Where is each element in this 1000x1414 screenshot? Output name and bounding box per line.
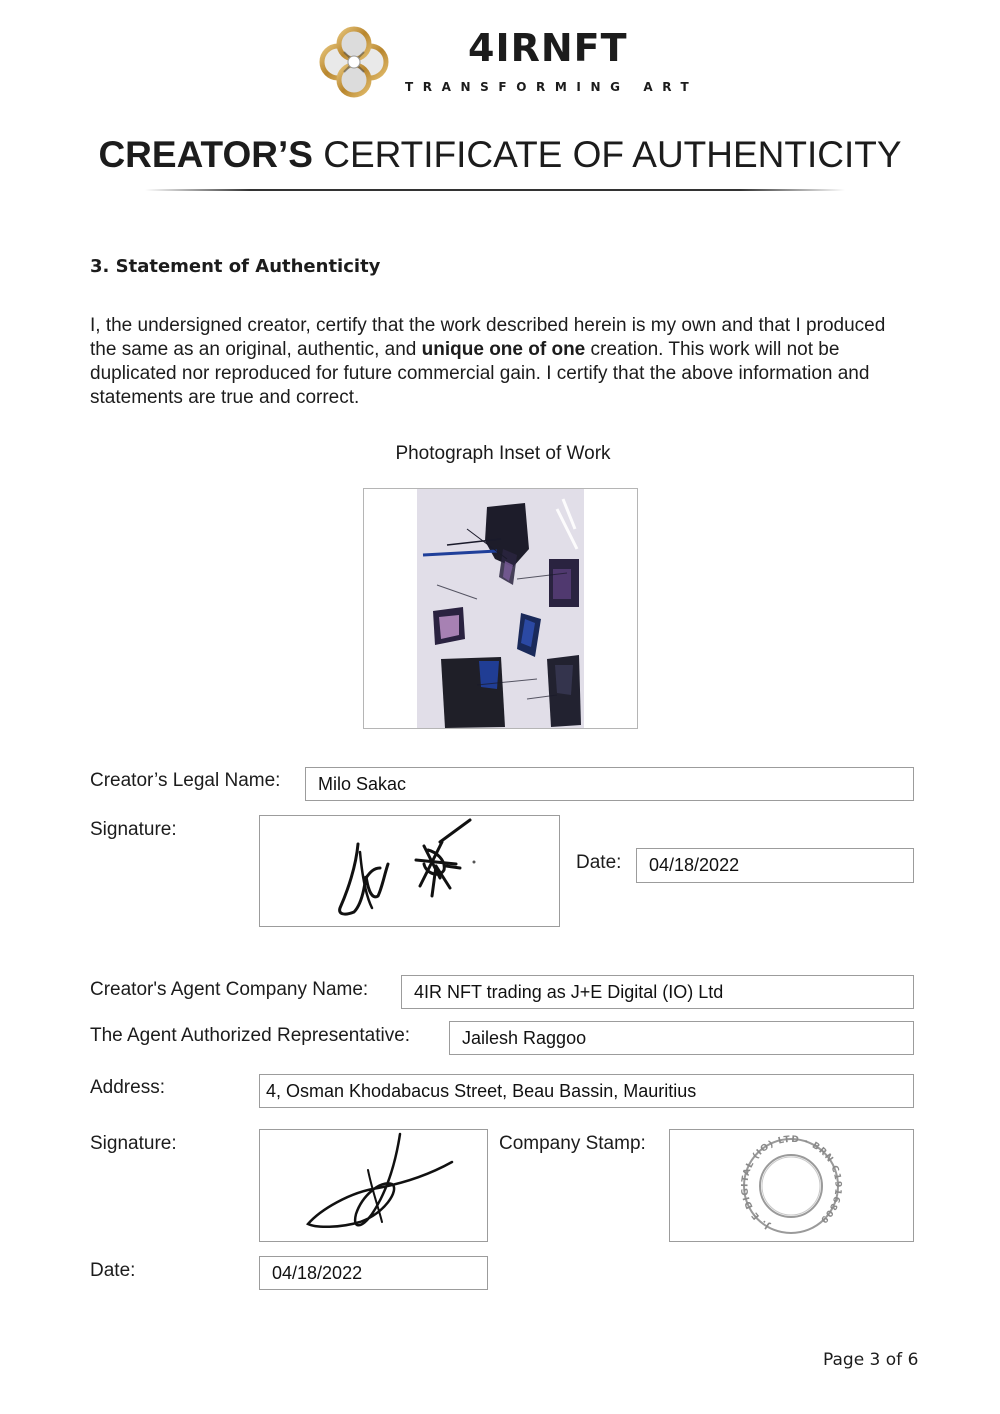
photo-caption: Photograph Inset of Work — [395, 443, 611, 464]
address-field[interactable]: 4, Osman Khodabacus Street, Beau Bassin, Mauritius — [259, 1074, 914, 1108]
authenticity-statement — [90, 314, 905, 410]
agent-signature-image — [260, 1130, 487, 1241]
agent-date-field[interactable]: 04/18/2022 — [259, 1256, 488, 1290]
agent-signature-label: Signature: — [90, 1133, 177, 1154]
creator-name-label: Creator’s Legal Name: — [90, 770, 281, 791]
creator-signature-image — [260, 816, 559, 926]
agent-representative-field[interactable]: Jailesh Raggoo — [449, 1021, 914, 1055]
creator-signature-label: Signature: — [90, 819, 177, 840]
statement-text-end: creation. This work will not be duplicated nor reproduced for future commercial gain. I certify that the above information and statements are true and correct. — [90, 339, 870, 408]
agent-company-field[interactable]: 4IR NFT trading as J+E Digital (IO) Ltd — [401, 975, 914, 1009]
creator-signature-box[interactable] — [259, 815, 560, 927]
page-number: Page 3 of 6 — [823, 1350, 919, 1370]
creator-name-field[interactable]: Milo Sakac — [305, 767, 914, 801]
agent-date-label: Date: — [90, 1260, 136, 1281]
statement-text-start: I, the undersigned creator, certify that the work described herein is my own and that I produced the same as an original, authentic, and — [90, 315, 886, 360]
document-title-strong: CREATOR’S — [98, 134, 313, 175]
agent-signature-box[interactable] — [259, 1129, 488, 1242]
section-heading: 3. Statement of Authenticity — [90, 256, 381, 277]
title-divider — [145, 189, 845, 191]
document-title-rest: CERTIFICATE OF AUTHENTICITY — [312, 134, 902, 175]
creator-date-field[interactable]: 04/18/2022 — [636, 848, 914, 883]
artwork-image — [417, 489, 584, 728]
artwork-photo-frame — [363, 488, 638, 729]
stamp-text: J. E DIGITAL (IO) LTD · BRN C1916809 — [740, 1134, 843, 1231]
brand-name: 4IRNFT — [468, 26, 628, 70]
agent-company-label: Creator's Agent Company Name: — [90, 979, 369, 1000]
creator-date-label: Date: — [576, 852, 622, 873]
address-label: Address: — [90, 1077, 165, 1098]
agent-representative-label: The Agent Authorized Representative: — [90, 1025, 411, 1046]
company-stamp-box[interactable] — [669, 1129, 914, 1242]
company-stamp-label: Company Stamp: — [499, 1133, 646, 1154]
brand-tagline: TRANSFORMING ART — [405, 80, 699, 94]
document-title — [0, 134, 1000, 176]
statement-text-bold: unique one of one — [421, 339, 586, 360]
brand-logo-icon — [314, 22, 394, 102]
company-stamp-image — [670, 1130, 913, 1241]
